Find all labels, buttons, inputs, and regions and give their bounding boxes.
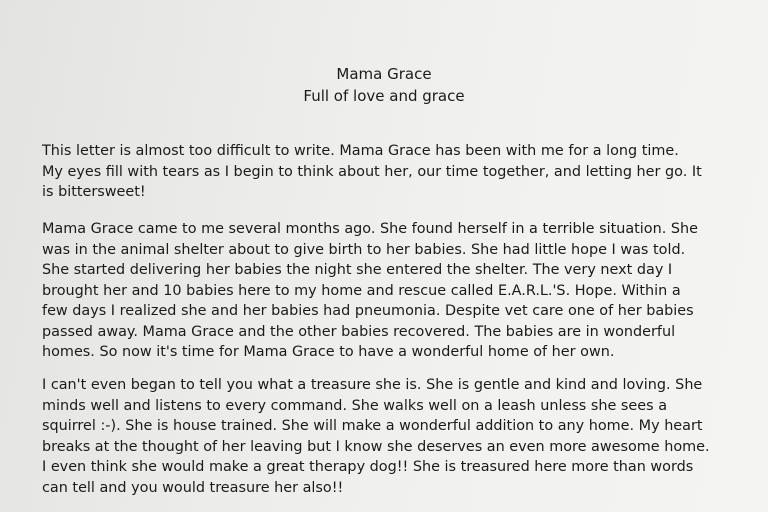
text-line: was in the animal shelter about to give birth to her babies. She had little hope I was told. xyxy=(42,241,686,258)
paragraph-2 xyxy=(42,219,764,363)
text-line: homes. So now it's time for Mama Grace to have a wonderful home of her own. xyxy=(42,344,615,360)
letter-title: Mama Grace xyxy=(336,65,432,83)
text-line: is bittersweet! xyxy=(42,184,146,200)
text-line: few days I realized she and her babies had pneumonia. Despite vet care one of her babies xyxy=(42,303,694,319)
text-line: passed away. Mama Grace and the other babies recovered. The babies are in wonderful xyxy=(42,323,676,340)
text-line: My eyes fill with tears as I begin to think about her, our time together, and letting her go. It xyxy=(42,163,702,180)
text-line: Mama Grace came to me several months ago. She found herself in a terrible situation. She xyxy=(42,221,698,237)
paragraph-3 xyxy=(42,375,764,498)
text-line: brought her and 10 babies here to my home and rescue called E.A.R.L.'S. Hope. Within a xyxy=(42,282,681,299)
text-line: I can't even began to tell you what a treasure she is. She is gentle and kind and loving. She xyxy=(42,377,703,393)
paragraph-1 xyxy=(42,141,764,203)
text-line: can tell and you would treasure her also!! xyxy=(42,479,344,496)
text-line: I even think she would make a great therapy dog!! She is treasured here more than words xyxy=(42,459,694,475)
text-line: minds well and listens to every command. She walks well on a leash unless she sees a xyxy=(42,397,668,414)
letter-subtitle: Full of love and grace xyxy=(303,87,465,105)
text-line: She started delivering her babies the night she entered the shelter. The very next day I xyxy=(42,262,673,278)
text-line: squirrel :-). She is house trained. She will make a wonderful addition to any home. My heart xyxy=(42,418,703,434)
text-line: breaks at the thought of her leaving but I know she deserves an even more awesome home. xyxy=(42,438,710,455)
text-line: This letter is almost too difficult to write. Mama Grace has been with me for a long time. xyxy=(42,143,679,159)
